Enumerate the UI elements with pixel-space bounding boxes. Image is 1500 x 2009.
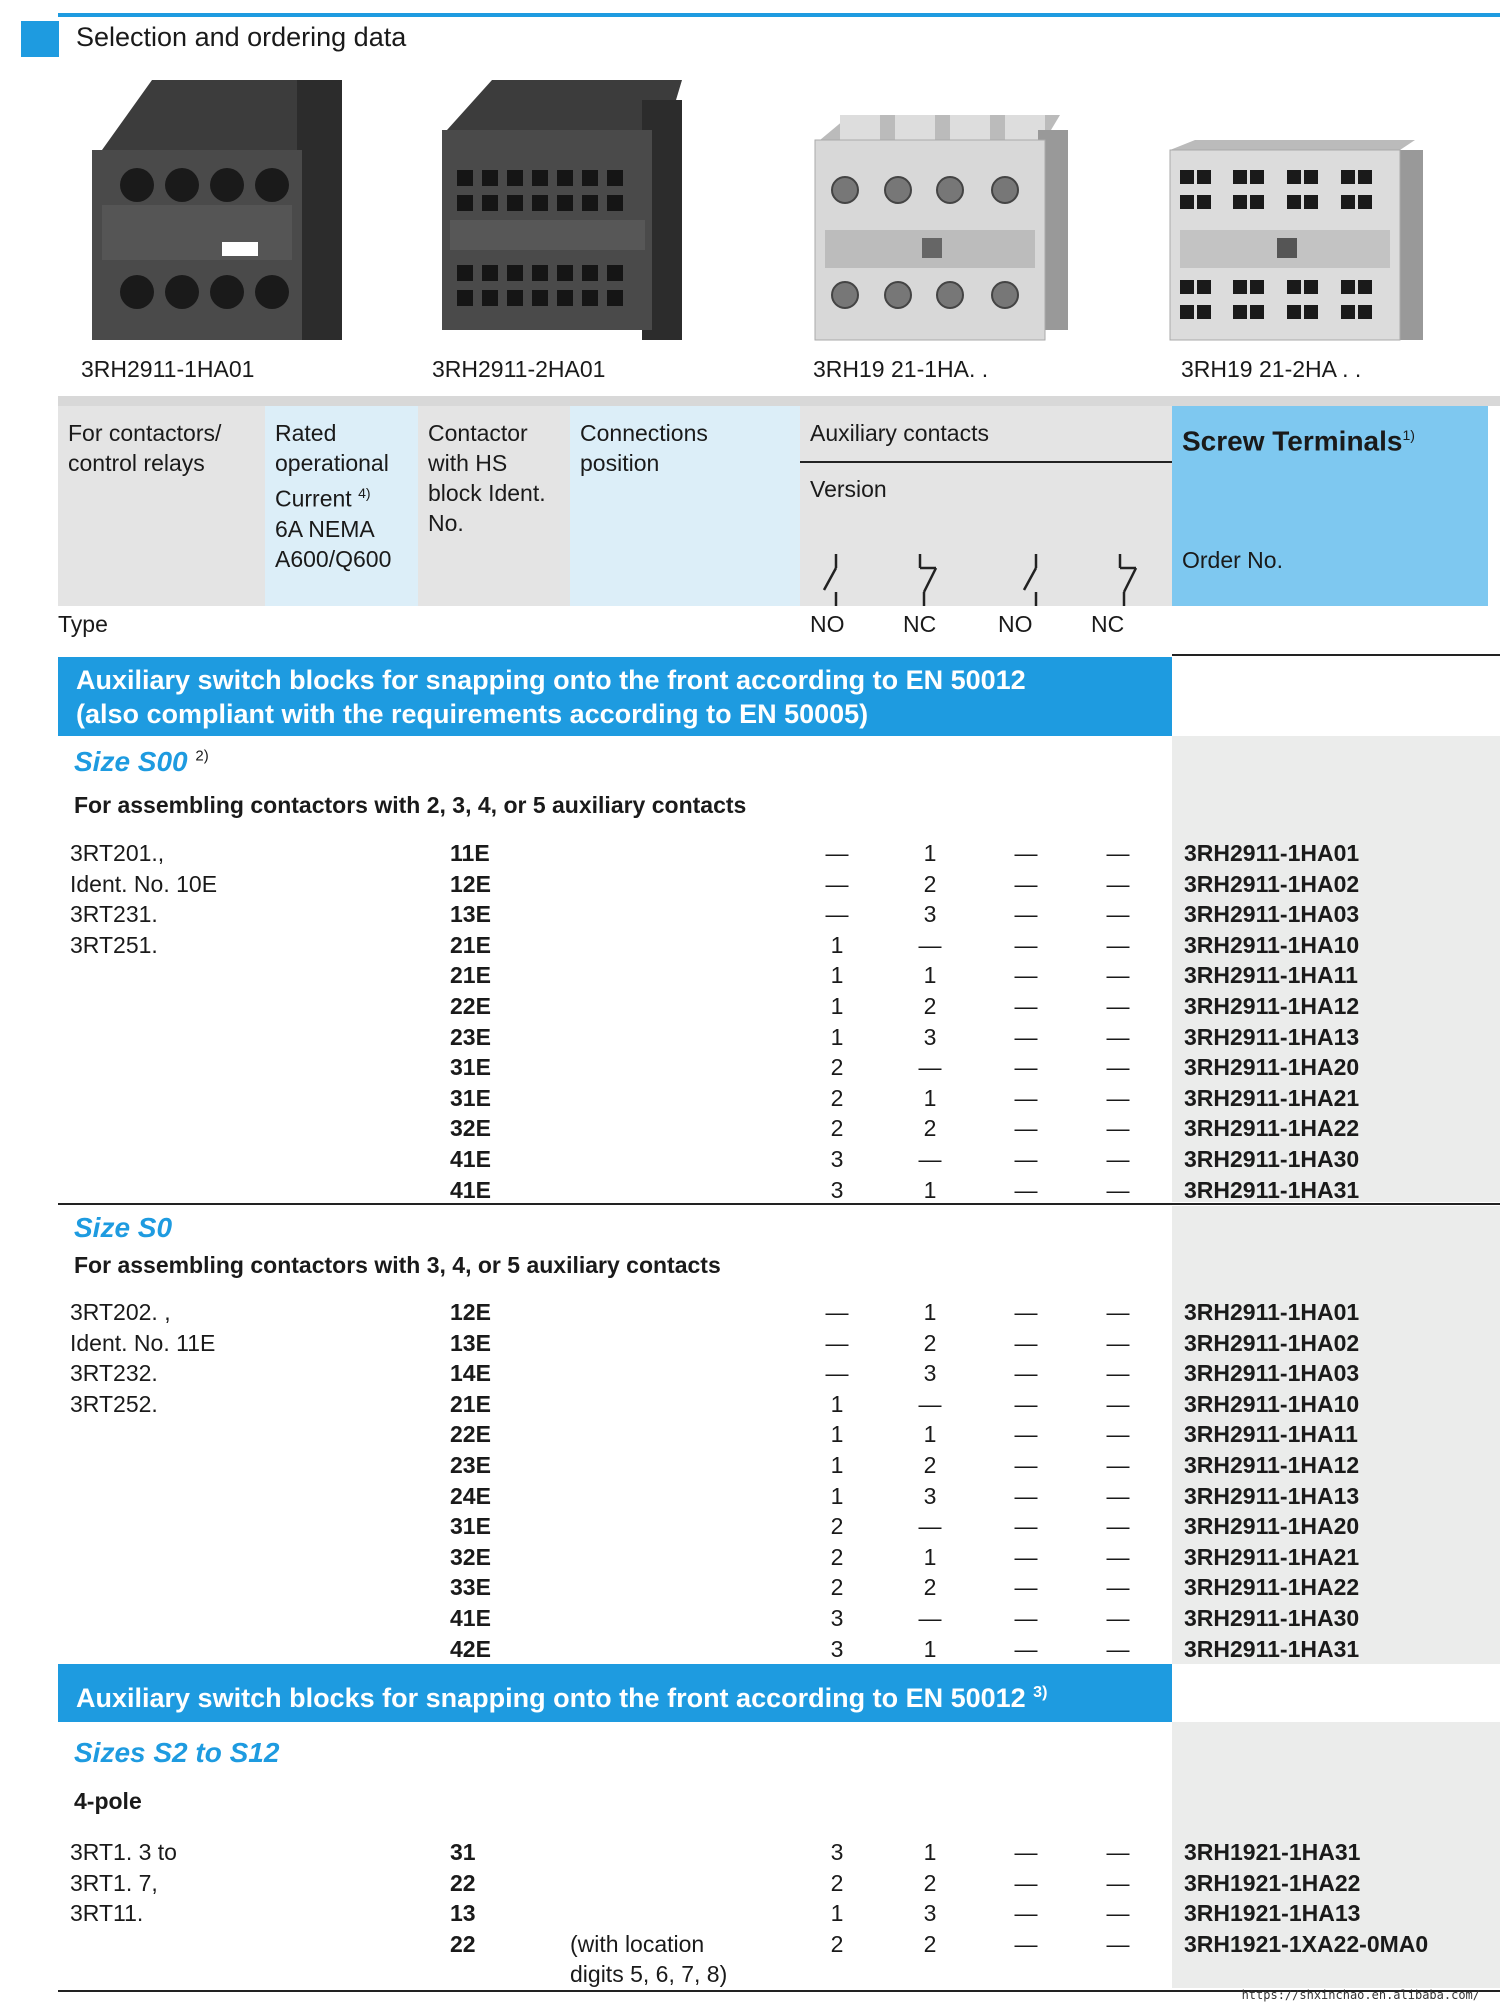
no2-count: —: [1014, 1605, 1038, 1631]
product-caption: 3RH2911-1HA01: [81, 356, 255, 382]
table-row: [0, 1572, 1500, 1603]
nc-count: 2: [923, 1869, 937, 1896]
no2-count: —: [1014, 1513, 1038, 1540]
page-title: Selection and ordering data: [76, 22, 407, 52]
no2-count: —: [1014, 1869, 1038, 1896]
nc2-count: —: [1106, 1390, 1130, 1417]
no-count: —: [825, 1329, 849, 1356]
table-row: [0, 991, 1500, 1022]
contact-no-label: NO: [810, 611, 845, 637]
header-contactors: For contactors/ control relays: [58, 406, 265, 606]
no-count: 2: [830, 1084, 844, 1111]
nc2-count: —: [1106, 1360, 1130, 1387]
hs-ident-no: 31E: [450, 1513, 491, 1540]
no-count: 3: [830, 1146, 844, 1172]
table-row: [0, 1022, 1500, 1053]
nc2-count: —: [1106, 1605, 1130, 1631]
nc-count: 1: [923, 1839, 937, 1865]
nc2-count: —: [1106, 962, 1130, 989]
product-photo-light-screw: [810, 70, 1080, 355]
nc-count: 1: [923, 1299, 937, 1325]
no2-count: —: [1014, 870, 1038, 897]
header-rated-current: Rated operational Current $^{4)}$ 6A NEMA A600/Q600: [265, 406, 418, 606]
table-row: [0, 1542, 1500, 1573]
nc2-count: —: [1106, 993, 1130, 1019]
nc-count: 1: [923, 1421, 937, 1448]
nc-count: 1: [923, 1543, 937, 1570]
hs-ident-no: 11E: [450, 840, 490, 866]
nc-count: —: [918, 1054, 942, 1081]
hs-ident-no: 31E: [450, 1054, 491, 1081]
section-divider: [58, 1203, 1500, 1205]
nc2-count: —: [1106, 1839, 1130, 1865]
nc-count: 2: [923, 1930, 937, 1957]
nc-count: 2: [923, 1329, 937, 1356]
nc2-count: —: [1106, 1869, 1130, 1896]
product-photo-dark-spring: [432, 70, 692, 355]
hs-ident-no: 22: [450, 1869, 476, 1896]
no-count: 1: [830, 1482, 844, 1509]
order-number: 3RH2911-1HA31: [1184, 1176, 1360, 1203]
no2-count: —: [1014, 993, 1038, 1019]
header-contactor-hs: Contactor with HS block Ident. No.: [418, 406, 570, 606]
table-row: [0, 960, 1500, 991]
hs-ident-no: 41E: [450, 1605, 491, 1631]
no2-count: —: [1014, 1115, 1038, 1142]
nc-count: 1: [923, 1084, 937, 1111]
contact-nc-label: NC: [1091, 611, 1125, 637]
nc2-count: —: [1106, 1115, 1130, 1142]
section-subtitle: 4-pole: [74, 1788, 142, 1814]
contactor-types: 3RT201., Ident. No. 10E 3RT231. 3RT251.: [70, 840, 218, 958]
contact-nc-label: NC: [903, 611, 937, 637]
nc-count: 1: [923, 1176, 937, 1203]
hs-ident-no: 22: [450, 1930, 476, 1957]
no-count: 1: [830, 1900, 844, 1927]
table-row: [0, 1297, 1500, 1328]
table-row: [0, 1481, 1500, 1512]
no2-count: —: [1014, 1574, 1038, 1601]
no-count: 3: [830, 1839, 844, 1865]
header-marker: [21, 21, 59, 57]
hs-ident-no: 21E: [450, 1390, 491, 1417]
nc2-count: —: [1106, 870, 1130, 897]
no-count: 3: [830, 1635, 844, 1662]
nc-count: —: [918, 931, 942, 958]
section-subtitle: For assembling contactors with 3, 4, or 5 auxiliary contacts: [74, 1252, 721, 1278]
source-url: https://shxinchao.en.alibaba.com/: [1241, 1988, 1480, 2002]
section-banner: Auxiliary switch blocks for snapping onto the front according to EN 50012 (also compliant with the requirements according to EN 50005): [58, 657, 1172, 736]
table-row: [0, 1175, 1500, 1206]
order-number: 3RH2911-1HA13: [1184, 1023, 1360, 1050]
order-number: 3RH2911-1HA30: [1184, 1146, 1360, 1172]
no2-count: —: [1014, 1146, 1038, 1172]
order-number: 3RH1921-1HA13: [1184, 1900, 1361, 1927]
section-title: Sizes S2 to S12: [74, 1737, 280, 1768]
order-number: 3RH2911-1HA21: [1184, 1543, 1360, 1570]
order-number: 3RH2911-1HA13: [1184, 1482, 1360, 1509]
no-count: 2: [830, 1543, 844, 1570]
nc-count: —: [918, 1513, 942, 1540]
hs-ident-no: 12E: [450, 870, 491, 897]
no2-count: —: [1014, 1900, 1038, 1927]
nc2-count: —: [1106, 1513, 1130, 1540]
no-count: 1: [830, 962, 844, 989]
hs-ident-no: 13: [450, 1900, 476, 1927]
no-count: 1: [830, 1390, 844, 1417]
table-row: [0, 1083, 1500, 1114]
no2-count: —: [1014, 1421, 1038, 1448]
table-row: [0, 1511, 1500, 1542]
table-row: [0, 1052, 1500, 1083]
no-count: 2: [830, 1574, 844, 1601]
order-number: 3RH2911-1HA10: [1184, 1390, 1360, 1417]
no2-count: —: [1014, 1543, 1038, 1570]
nc2-count: —: [1106, 1930, 1130, 1957]
no2-count: —: [1014, 1839, 1038, 1865]
no2-count: —: [1014, 1635, 1038, 1662]
no-count: 2: [830, 1115, 844, 1142]
hs-ident-no: 14E: [450, 1360, 491, 1387]
table-row: [0, 1603, 1500, 1634]
header-rule: [58, 13, 1500, 17]
hs-ident-no: 13E: [450, 1329, 491, 1356]
nc2-count: —: [1106, 1452, 1130, 1478]
order-number: 3RH1921-1HA31: [1184, 1839, 1361, 1865]
no2-count: —: [1014, 1299, 1038, 1325]
hs-ident-no: 23E: [450, 1452, 491, 1478]
no-count: 2: [830, 1869, 844, 1896]
product-caption: 3RH19 21-1HA. .: [813, 356, 989, 382]
product-photo-light-spring: [1165, 70, 1435, 355]
nc2-count: —: [1106, 1421, 1130, 1448]
hs-ident-no: 13E: [450, 901, 491, 928]
nc2-count: —: [1106, 1543, 1130, 1570]
order-number: 3RH2911-1HA12: [1184, 993, 1360, 1019]
hs-ident-no: 21E: [450, 962, 491, 989]
hs-ident-no: 32E: [450, 1543, 491, 1570]
hs-ident-no: 24E: [450, 1482, 491, 1509]
table-row: [0, 1328, 1500, 1359]
order-number: 3RH2911-1HA11: [1184, 962, 1358, 989]
nc-count: 3: [923, 901, 937, 928]
hs-ident-no: 22E: [450, 1421, 491, 1448]
no2-count: —: [1014, 1023, 1038, 1050]
hs-ident-no: 12E: [450, 1299, 491, 1325]
nc-count: 3: [923, 1360, 937, 1387]
no-count: 1: [830, 931, 844, 958]
no-count: 3: [830, 1176, 844, 1203]
nc-count: 2: [923, 993, 937, 1019]
nc2-count: —: [1106, 840, 1130, 866]
no-count: —: [825, 1360, 849, 1387]
no-count: —: [825, 870, 849, 897]
order-col-rule: [1172, 654, 1500, 656]
nc2-count: —: [1106, 1146, 1130, 1172]
no2-count: —: [1014, 962, 1038, 989]
nc-count: —: [918, 1605, 942, 1631]
nc2-count: —: [1106, 1176, 1130, 1203]
no-count: 1: [830, 1023, 844, 1050]
order-number: 3RH2911-1HA12: [1184, 1452, 1360, 1478]
table-row: [0, 1450, 1500, 1481]
no2-count: —: [1014, 1054, 1038, 1081]
contactor-types: 3RT1. 3 to 3RT1. 7, 3RT11.: [70, 1839, 177, 1927]
nc-count: —: [918, 1146, 942, 1172]
nc-count: 3: [923, 1482, 937, 1509]
table-row: [0, 1898, 1500, 1929]
header-band: [58, 396, 1500, 406]
order-number: 3RH2911-1HA11: [1184, 1421, 1358, 1448]
no2-count: —: [1014, 1452, 1038, 1478]
hs-ident-no: 21E: [450, 931, 491, 958]
no2-count: —: [1014, 1930, 1038, 1957]
nc2-count: —: [1106, 931, 1130, 958]
location-note: (with location digits 5, 6, 7, 8): [570, 1931, 728, 1987]
hs-ident-no: 41E: [450, 1176, 491, 1203]
nc2-count: —: [1106, 1084, 1130, 1111]
no2-count: —: [1014, 1390, 1038, 1417]
nc2-count: —: [1106, 1329, 1130, 1356]
order-number: 3RH2911-1HA22: [1184, 1574, 1360, 1601]
hs-ident-no: 33E: [450, 1574, 491, 1601]
nc2-count: —: [1106, 1900, 1130, 1927]
no2-count: —: [1014, 1176, 1038, 1203]
order-number: 3RH1921-1HA22: [1184, 1869, 1361, 1896]
hs-ident-no: 31: [450, 1839, 476, 1865]
table-row: [0, 1113, 1500, 1144]
table-row: [0, 1358, 1500, 1389]
header-aux-contacts: Auxiliary contacts Version: [800, 406, 1172, 606]
order-number: 3RH2911-1HA31: [1184, 1635, 1360, 1662]
header-connections: Connections position: [570, 406, 800, 606]
order-number: 3RH2911-1HA03: [1184, 901, 1360, 928]
table-row: [0, 899, 1500, 930]
hs-ident-no: 32E: [450, 1115, 491, 1142]
nc2-count: —: [1106, 1023, 1130, 1050]
table-row: [0, 1144, 1500, 1175]
type-label: Type: [58, 611, 108, 637]
order-number: 3RH2911-1HA01: [1184, 1299, 1360, 1325]
nc-count: 2: [923, 870, 937, 897]
nc-count: 1: [923, 840, 937, 866]
nc-count: 2: [923, 1574, 937, 1601]
no-count: —: [825, 901, 849, 928]
no-count: 1: [830, 1452, 844, 1478]
hs-ident-no: 23E: [450, 1023, 491, 1050]
order-number: 3RH2911-1HA30: [1184, 1605, 1360, 1631]
no2-count: —: [1014, 901, 1038, 928]
table-row: [0, 1837, 1500, 1868]
order-number: 3RH2911-1HA02: [1184, 1329, 1360, 1356]
no-count: 1: [830, 1421, 844, 1448]
no-count: —: [825, 1299, 849, 1325]
product-caption: 3RH2911-2HA01: [432, 356, 606, 382]
no-count: —: [825, 840, 849, 866]
nc2-count: —: [1106, 1635, 1130, 1662]
product-caption: 3RH19 21-2HA . .: [1181, 356, 1362, 382]
nc-count: 1: [923, 962, 937, 989]
order-number: 3RH1921-1XA22-0MA0: [1184, 1930, 1429, 1957]
table-row: [0, 1389, 1500, 1420]
nc2-count: —: [1106, 1299, 1130, 1325]
order-number: 3RH2911-1HA03: [1184, 1360, 1360, 1387]
no-count: 2: [830, 1513, 844, 1540]
no-count: 1: [830, 993, 844, 1019]
nc2-count: —: [1106, 901, 1130, 928]
order-number: 3RH2911-1HA22: [1184, 1115, 1360, 1142]
no-count: 3: [830, 1605, 844, 1631]
contact-symbols: [800, 546, 1172, 606]
no2-count: —: [1014, 1329, 1038, 1356]
hs-ident-no: 42E: [450, 1635, 491, 1662]
order-number: 3RH2911-1HA20: [1184, 1513, 1360, 1540]
table-row: [0, 1868, 1500, 1899]
nc2-count: —: [1106, 1482, 1130, 1509]
nc-count: 2: [923, 1115, 937, 1142]
nc-count: 2: [923, 1452, 937, 1478]
section-title: Size S00 $^{2)}$: [74, 746, 209, 777]
section-title: Size S0: [74, 1212, 173, 1243]
contact-no-label: NO: [998, 611, 1033, 637]
nc-count: 3: [923, 1900, 937, 1927]
table-row: [0, 838, 1500, 869]
header-screw-terminals: Screw Terminals$^{1)}$ Order No.: [1172, 406, 1488, 606]
section-banner: Auxiliary switch blocks for snapping onto the front according to EN 50012 $^{3)}$: [58, 1664, 1172, 1722]
nc2-count: —: [1106, 1574, 1130, 1601]
nc-count: —: [918, 1390, 942, 1417]
hs-ident-no: 41E: [450, 1146, 491, 1172]
order-number: 3RH2911-1HA20: [1184, 1054, 1360, 1081]
no2-count: —: [1014, 1482, 1038, 1509]
nc-count: 1: [923, 1635, 937, 1662]
nc2-count: —: [1106, 1054, 1130, 1081]
table-row: [0, 1634, 1500, 1665]
section-subtitle: For assembling contactors with 2, 3, 4, or 5 auxiliary contacts: [74, 792, 747, 818]
table-row: [0, 1929, 1500, 1960]
order-number: 3RH2911-1HA10: [1184, 931, 1360, 958]
contactor-types: 3RT202. , Ident. No. 11E 3RT232. 3RT252.: [70, 1299, 216, 1417]
no-count: 2: [830, 1054, 844, 1081]
nc-count: 3: [923, 1023, 937, 1050]
hs-ident-no: 22E: [450, 993, 491, 1019]
order-number: 3RH2911-1HA01: [1184, 840, 1360, 866]
product-photo-dark-4pole: [82, 70, 352, 355]
table-row: [0, 930, 1500, 961]
no2-count: —: [1014, 1084, 1038, 1111]
order-number: 3RH2911-1HA02: [1184, 870, 1360, 897]
order-number: 3RH2911-1HA21: [1184, 1084, 1360, 1111]
no2-count: —: [1014, 840, 1038, 866]
table-row: [0, 1419, 1500, 1450]
no2-count: —: [1014, 1360, 1038, 1387]
hs-ident-no: 31E: [450, 1084, 491, 1111]
no-count: 2: [830, 1930, 844, 1957]
no2-count: —: [1014, 931, 1038, 958]
table-row: [0, 869, 1500, 900]
